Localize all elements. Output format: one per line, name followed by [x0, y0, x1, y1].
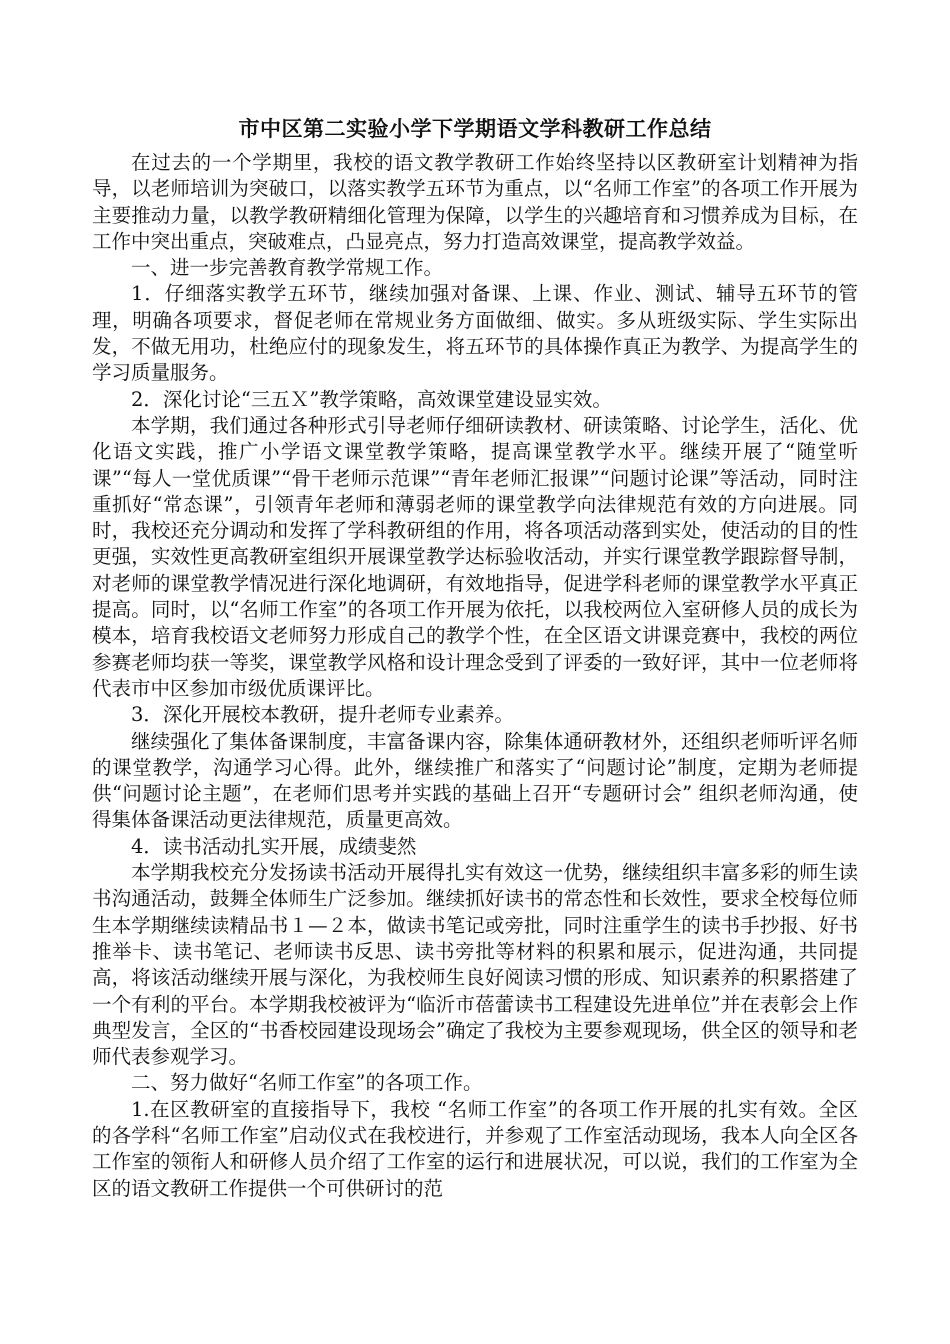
intro-paragraph: 在过去的一个学期里，我校的语文教学教研工作始终坚持以区教研室计划精神为指导，以老师培训为突破口，以落实教学五环节为重点，以“名师工作室”的各项工作开展为主要推动力量，以教学教研精细化管理为保障，以学生的兴趣培育和习惯养成为目标，在工作中突出重点，突破难点，凸显亮点，努力打造高效课堂，提高教学效益。 — [92, 151, 858, 253]
item-3-heading: 3．深化开展校本教研，提升老师专业素养。 — [131, 703, 514, 727]
item-4-heading: 4．读书活动扎实开展，成绩斐然 — [131, 834, 417, 858]
document-page — [92, 112, 858, 1202]
item-4-body: 本学期我校充分发扬读书活动开展得扎实有效这一优势，继续组织丰富多彩的师生读书沟通活动，鼓舞全体师生广泛参加。继续抓好读书的常态性和长效性，要求全校每位师生本学期继续读精品书１—２本，做读书笔记或旁批，同时注重学生的读书手抄报、好书推举卡、读书笔记、老师读书反思、读书旁批等材料的积累和展示，促进沟通，共同提高，将该活动继续开展与深化，为我校师生良好阅读习惯的形成、知识素养的积累搭建了一个有利的平台。本学期我校被评为“临沂市蓓蕾读书工程建设先进单位”并在表彰会上作典型发言，全区的“书香校园建设现场会”确定了我校为主要参观现场，供全区的领导和老师代表参观学习。 — [92, 861, 858, 1069]
item-3-body: 继续强化了集体备课制度，丰富备课内容，除集体通研教材外，还组织老师听评名师的课堂教学，沟通学习心得。此外，继续推广和落实了“问题讨论”制度，定期为老师提供“问题讨论主题”，在老师们思考并实践的基础上召开“专题研讨会” 组织老师沟通，使得集体备课活动更法律规范，质量更高效。 — [92, 729, 858, 832]
item-1-paragraph: 1．仔细落实教学五环节，继续加强对备课、上课、作业、测试、辅导五环节的管理，明确各项要求，督促老师在常规业务方面做细、做实。多从班级实际、学生实际出发，不做无用功，杜绝应付的现象发生，将五环节的具体操作真正为教学、为提高学生的学习质量服务。 — [92, 282, 858, 385]
section-heading-1: 一、进一步完善教育教学常规工作。 — [131, 256, 444, 280]
document-title: 市中区第二实验小学下学期语文学科教研工作总结 — [238, 117, 712, 141]
item-2-body: 本学期，我们通过各种形式引导老师仔细研读教材、研读策略、讨论学生，活化、优化语文实践，推广小学语文课堂教学策略，提高课堂教学水平。继续开展了“随堂听课”“每人一堂优质课”“骨干老师示范课”“青年老师汇报课”“问题讨论课”等活动，同时注重抓好“常态课”，引领青年老师和薄弱老师的课堂教学向法律规范有效的方向进展。同时，我校还充分调动和发挥了学科教研组的作用，将各项活动落到实处，使活动的目的性更强，实效性更高教研室组织开展课堂教学达标验收活动，并实行课堂教学跟踪督导制，对老师的课堂教学情况进行深化地调研，有效地指导，促进学科老师的课堂教学水平真正提高。同时，以“名师工作室”的各项工作开展为依托，以我校两位入室研修人员的成长为模本，培育我校语文老师努力形成自己的教学个性，在全区语文讲课竞赛中，我校的两位参赛老师均获一等奖，课堂教学风格和设计理念受到了评委的一致好评，其中一位老师将代表市中区参加市级优质课评比。 — [92, 413, 858, 700]
section-2-item-1: 1.在区教研室的直接指导下，我校 “名师工作室”的各项工作开展的扎实有效。全区的各学科“名师工作室”启动仪式在我校进行，并参观了工作室活动现场，我本人向全区各工作室的领衔人和研修人员介绍了工作室的运行和进展状况，可以说，我们的工作室为全区的语文教研工作提供一个可供研讨的范 — [92, 1097, 858, 1200]
section-heading-2: 二、努力做好“名师工作室”的各项工作。 — [131, 1071, 483, 1095]
item-2-heading: 2．深化讨论“三五Ｘ”教学策略，高效课堂建设显实效。 — [131, 387, 612, 411]
